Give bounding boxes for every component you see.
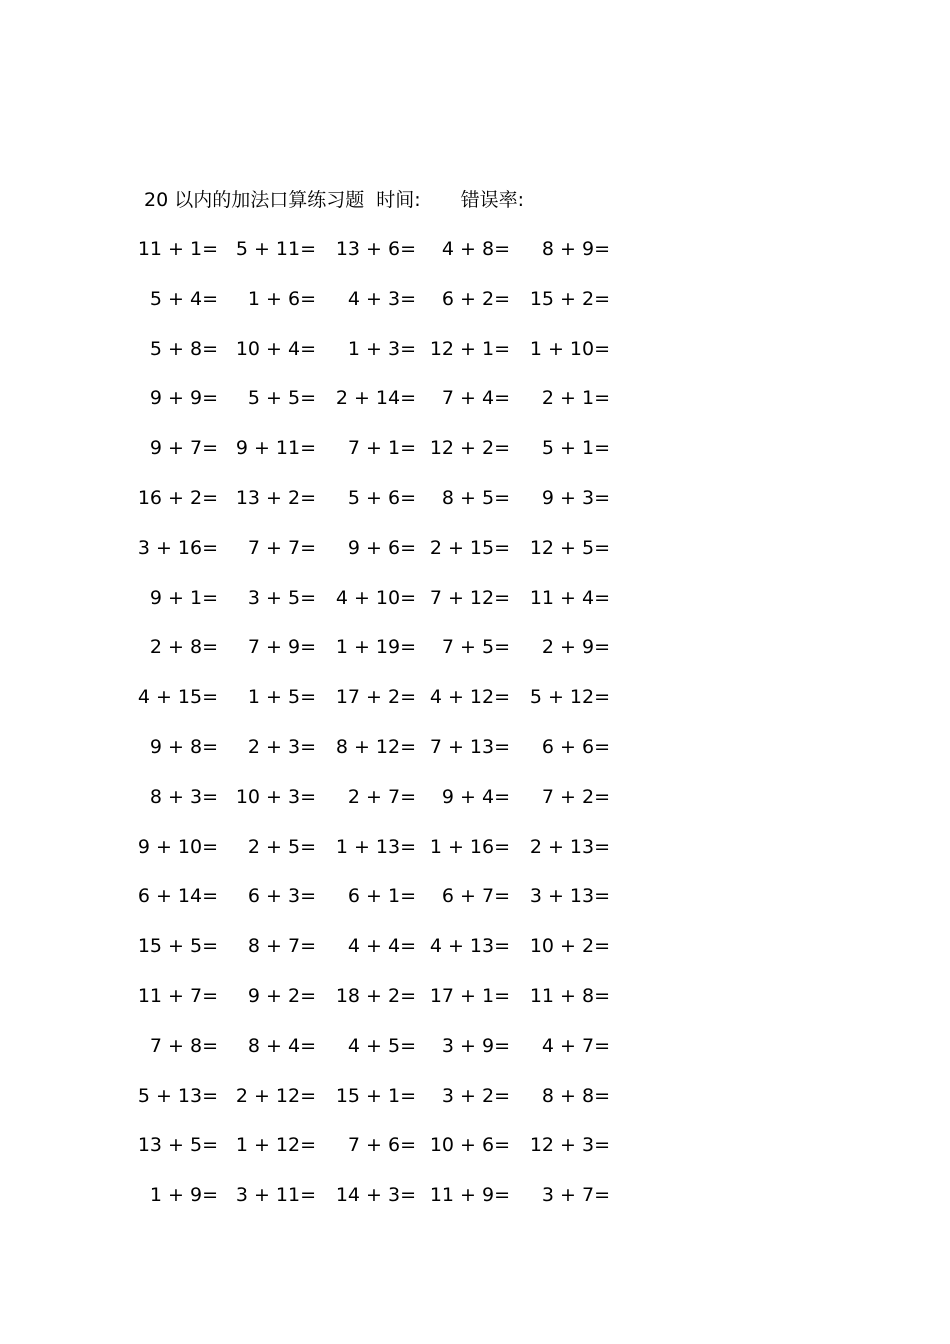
worksheet-title: 20 以内的加法口算练习题: [144, 189, 365, 211]
problem-item: 5 + 4=: [149, 287, 218, 310]
problem-item: 14 + 3=: [335, 1184, 416, 1207]
problem-item: 16 + 2=: [137, 486, 218, 509]
problem-item: 11 + 1=: [137, 238, 218, 260]
problem-item: 11 + 4=: [529, 586, 610, 609]
problem-item: 6 + 1=: [347, 885, 416, 908]
problem-item: 3 + 2=: [441, 1084, 510, 1107]
problem-row: [0, 682, 950, 732]
problem-row: [0, 1130, 950, 1180]
problem-item: 4 + 4=: [347, 935, 416, 958]
problem-item: 10 + 2=: [529, 935, 610, 958]
problem-row: [0, 1081, 950, 1131]
problem-row: [0, 284, 950, 334]
problem-item: 2 + 9=: [541, 636, 610, 659]
problem-row: [0, 483, 950, 533]
problem-item: 7 + 7=: [247, 536, 316, 559]
problem-item: 18 + 2=: [335, 984, 416, 1007]
problem-row: [0, 832, 950, 882]
problem-item: 5 + 1=: [541, 437, 610, 460]
problem-item: 11 + 9=: [429, 1184, 510, 1207]
problem-item: 1 + 13=: [335, 835, 416, 858]
problem-item: 9 + 6=: [347, 536, 416, 559]
problem-item: 6 + 2=: [441, 287, 510, 310]
problem-item: 7 + 9=: [247, 636, 316, 659]
problem-item: 2 + 14=: [335, 387, 416, 410]
problem-item: 3 + 5=: [247, 586, 316, 609]
problem-row: [0, 583, 950, 633]
problem-item: 4 + 3=: [347, 287, 416, 310]
problem-item: 7 + 13=: [429, 735, 510, 758]
problem-item: 13 + 6=: [335, 238, 416, 260]
problem-item: 4 + 12=: [429, 686, 510, 709]
problem-item: 1 + 10=: [529, 337, 610, 360]
problem-item: 3 + 13=: [529, 885, 610, 908]
problem-row: [0, 881, 950, 931]
problem-item: 15 + 2=: [529, 287, 610, 310]
problem-item: 6 + 3=: [247, 885, 316, 908]
problem-row: [0, 931, 950, 981]
problem-grid: [0, 234, 950, 1230]
problem-item: 13 + 5=: [137, 1134, 218, 1157]
problem-row: [0, 234, 950, 284]
problem-item: 9 + 10=: [137, 835, 218, 858]
problem-item: 11 + 8=: [529, 984, 610, 1007]
problem-item: 1 + 16=: [429, 835, 510, 858]
problem-item: 10 + 3=: [235, 785, 316, 808]
problem-item: 8 + 8=: [541, 1084, 610, 1107]
problem-row: [0, 334, 950, 384]
problem-item: 8 + 7=: [247, 935, 316, 958]
problem-item: 7 + 2=: [541, 785, 610, 808]
problem-row: [0, 782, 950, 832]
worksheet-header: [144, 186, 524, 214]
problem-item: 6 + 14=: [137, 885, 218, 908]
problem-item: 10 + 6=: [429, 1134, 510, 1157]
problem-item: 2 + 7=: [347, 785, 416, 808]
problem-item: 10 + 4=: [235, 337, 316, 360]
problem-item: 15 + 1=: [335, 1084, 416, 1107]
problem-item: 1 + 12=: [235, 1134, 316, 1157]
problem-row: [0, 1180, 950, 1230]
problem-item: 7 + 8=: [149, 1034, 218, 1057]
problem-item: 5 + 11=: [235, 238, 316, 260]
error-rate-label: 错误率:: [460, 189, 525, 211]
problem-item: 9 + 11=: [235, 437, 316, 460]
problem-item: 9 + 3=: [541, 486, 610, 509]
problem-item: 7 + 4=: [441, 387, 510, 410]
problem-item: 2 + 13=: [529, 835, 610, 858]
problem-item: 8 + 12=: [335, 735, 416, 758]
problem-item: 3 + 16=: [137, 536, 218, 559]
problem-item: 12 + 5=: [529, 536, 610, 559]
problem-item: 4 + 8=: [441, 238, 510, 260]
problem-item: 5 + 5=: [247, 387, 316, 410]
problem-item: 15 + 5=: [137, 935, 218, 958]
problem-item: 8 + 3=: [149, 785, 218, 808]
problem-item: 17 + 2=: [335, 686, 416, 709]
problem-item: 1 + 3=: [347, 337, 416, 360]
problem-item: 2 + 15=: [429, 536, 510, 559]
problem-item: 6 + 7=: [441, 885, 510, 908]
problem-item: 8 + 4=: [247, 1034, 316, 1057]
problem-item: 7 + 5=: [441, 636, 510, 659]
problem-item: 2 + 8=: [149, 636, 218, 659]
problem-item: 2 + 3=: [247, 735, 316, 758]
problem-row: [0, 981, 950, 1031]
problem-item: 1 + 9=: [149, 1184, 218, 1207]
problem-item: 4 + 7=: [541, 1034, 610, 1057]
problem-item: 3 + 9=: [441, 1034, 510, 1057]
problem-item: 8 + 5=: [441, 486, 510, 509]
problem-item: 17 + 1=: [429, 984, 510, 1007]
problem-item: 1 + 19=: [335, 636, 416, 659]
problem-item: 4 + 10=: [335, 586, 416, 609]
problem-item: 2 + 12=: [235, 1084, 316, 1107]
problem-item: 3 + 11=: [235, 1184, 316, 1207]
problem-item: 2 + 1=: [541, 387, 610, 410]
problem-item: 9 + 2=: [247, 984, 316, 1007]
problem-item: 9 + 4=: [441, 785, 510, 808]
problem-item: 5 + 8=: [149, 337, 218, 360]
problem-item: 5 + 6=: [347, 486, 416, 509]
problem-item: 3 + 7=: [541, 1184, 610, 1207]
time-label: 时间:: [376, 189, 421, 211]
problem-row: [0, 732, 950, 782]
problem-item: 4 + 15=: [137, 686, 218, 709]
problem-item: 6 + 6=: [541, 735, 610, 758]
problem-row: [0, 632, 950, 682]
problem-item: 9 + 8=: [149, 735, 218, 758]
problem-item: 7 + 1=: [347, 437, 416, 460]
problem-item: 1 + 6=: [247, 287, 316, 310]
problem-item: 4 + 13=: [429, 935, 510, 958]
problem-item: 13 + 2=: [235, 486, 316, 509]
problem-item: 7 + 12=: [429, 586, 510, 609]
problem-item: 12 + 1=: [429, 337, 510, 360]
problem-item: 4 + 5=: [347, 1034, 416, 1057]
problem-row: [0, 1031, 950, 1081]
problem-row: [0, 383, 950, 433]
problem-item: 12 + 3=: [529, 1134, 610, 1157]
problem-item: 11 + 7=: [137, 984, 218, 1007]
problem-item: 9 + 1=: [149, 586, 218, 609]
problem-item: 9 + 7=: [149, 437, 218, 460]
problem-item: 5 + 12=: [529, 686, 610, 709]
problem-item: 5 + 13=: [137, 1084, 218, 1107]
problem-item: 8 + 9=: [541, 238, 610, 260]
problem-item: 7 + 6=: [347, 1134, 416, 1157]
problem-row: [0, 433, 950, 483]
problem-item: 1 + 5=: [247, 686, 316, 709]
problem-item: 9 + 9=: [149, 387, 218, 410]
problem-item: 12 + 2=: [429, 437, 510, 460]
problem-item: 2 + 5=: [247, 835, 316, 858]
problem-row: [0, 533, 950, 583]
